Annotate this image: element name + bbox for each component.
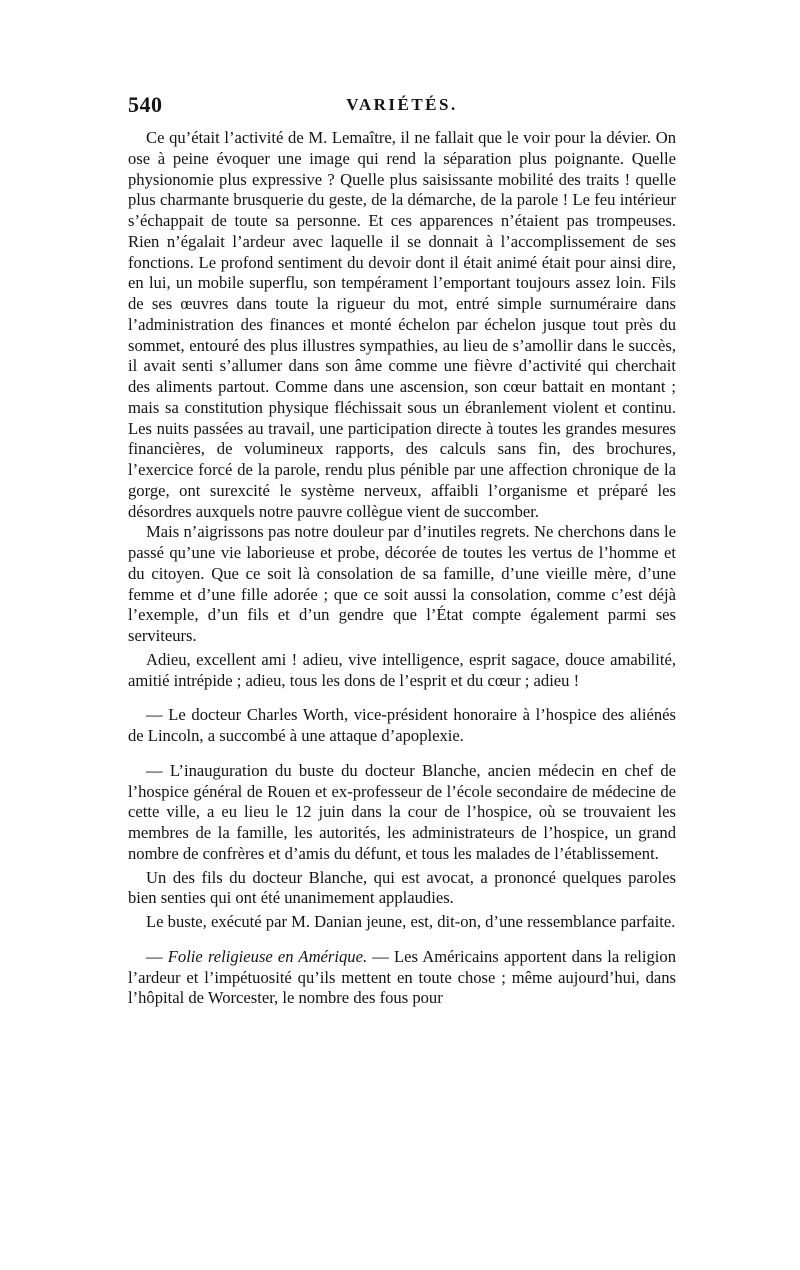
paragraph-lemaitre-activity: Ce qu’était l’activité de M. Lemaître, il ne fallait que le voir pour la dévier. On ose à peine évoquer une image qui rend la séparation plus poignante. Quelle physionomie plus expressive ? Quelle plus saisissante mobilité des traits ! quelle plus charmante brusquerie du geste, de la démarche, de la parole ! Le feu intérieur s’échappait de toute sa personne. Et ces apparences n’étaient pas trompeuses. Rien n’égalait l’ardeur avec laquelle il se donnait à l’accomplissement de ses fonctions. Le profond sentiment du devoir dont il était animé était pour ainsi dire, en lui, un mobile superflu, son tempérament l’emportant toujours assez loin. Fils de ses œuvres dans toute la rigueur du mot, entré simple surnuméraire dans l’administration des finances et monté échelon par échelon jusque tout près du sommet, entouré des plus illustres sympathies, au lieu de s’amollir dans le succès, il avait senti s’allumer dans son âme comme une fièvre d’activité qui cherchait des aliments partout. Comme dans une ascension, son cœur battait en montant ; mais sa constitution physique fléchissait sous un ébranlement violent et continu. Les nuits passées au travail, une participation directe à toutes les grandes mesures financières, de volumineux rapports, des calculs sans fin, des brochures, l’exercice forcé de la parole, rendu plus pénible par une affection chronique de la gorge, ont surexcité le système nerveux, affaibli l’organisme et préparé les désordres auxquels notre pauvre collègue vient de succomber. [128,128,676,521]
paragraph-blanche-bust: — L’inauguration du buste du docteur Blanche, ancien médecin en chef de l’hospice général de Rouen et ex-professeur de l’école secondaire de médecine de cette ville, a eu lieu le 12 juin dans la cour de l’hospice, où se trouvaient les membres de la famille, les autorités, les administrateurs de l’hospice, un grand nombre de confrères et d’amis du défunt, et tous les malades de l’établissement. [128,760,676,863]
paragraph-religious-madness [128,947,676,1009]
page-number: 540 [128,92,163,117]
body-text [128,128,676,1009]
section-title-religious-madness: Folie religieuse en Amérique. [167,946,368,966]
paragraph-consolation: Mais n’aigrissons pas notre douleur par d’inutiles regrets. Ne cherchons dans le passé qu’une vie laborieuse et probe, décorée de toutes les vertus de l’homme et du citoyen. Que ce soit là consolation de sa famille, d’une vieille mère, d’une femme et d’une fille adorée ; que ce soit aussi la consolation, comme c’est déjà l’exemple, d’un fils et d’un gendre que l’État compte également parmi ses serviteurs. [128,522,676,645]
dash: — [146,946,168,966]
paragraph-religious-madness-text: — Les Américains apportent dans la religion l’ardeur et l’impétuosité qu’ils mettent en toute chose ; même aujourd’hui, dans l’hôpital de Worcester, le nombre des fous pour [128,946,676,1008]
paragraph-blanche-son: Un des fils du docteur Blanche, qui est avocat, a prononcé quelques paroles bien senties qui ont été unanimement applaudies. [128,867,676,908]
paragraph-farewell: Adieu, excellent ami ! adieu, vive intelligence, esprit sagace, douce amabilité, amitié intrépide ; adieu, tous les dons de l’esprit et du cœur ; adieu ! [128,649,676,690]
running-head: VARIÉTÉS. [346,95,458,114]
page-header [128,92,676,122]
paragraph-bust-likeness: Le buste, exécuté par M. Danian jeune, est, dit-on, d’une ressemblance parfaite. [146,912,676,931]
paragraph-worth-obituary: — Le docteur Charles Worth, vice-président honoraire à l’hospice des aliénés de Lincoln, a succombé à une attaque d’apoplexie. [128,705,676,745]
